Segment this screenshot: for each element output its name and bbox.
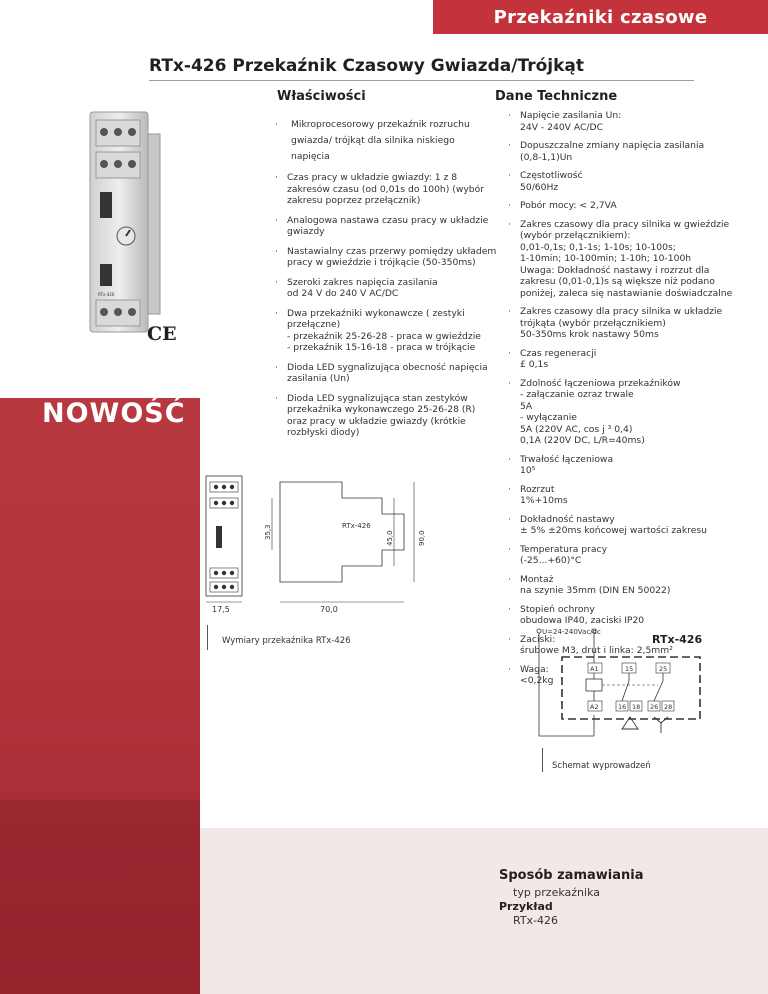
dim-front-width: 17,5 xyxy=(212,605,230,614)
new-badge: NOWOŚĆ xyxy=(42,398,186,429)
section-header-label: Przekaźniki czasowe xyxy=(493,6,708,28)
list-item: · Zakres czasowy dla pracy silnika w gwieździe (wybór przełącznikiem): 0,01-0,1s; 0,1-1s; 1-10s; 10-100s; 1-10min; 10-100min; 1-10h; 10-100h Uwaga: Dokładność nastawy i rozrzut dla zakresu (0,01-0,1)s są większe niż podano poniżej, zaleca się nastawianie doświadczalne xyxy=(508,218,733,299)
dim-h3: 90,0 xyxy=(418,530,426,546)
properties-heading: Właściwości xyxy=(277,89,366,104)
technical-heading: Dane Techniczne xyxy=(495,89,618,104)
caption-rule xyxy=(207,625,208,650)
section-header-bar xyxy=(433,0,768,34)
schematic-caption: Schemat wyprowadzeń xyxy=(552,761,651,771)
list-item: · Dioda LED sygnalizująca obecność napięcia zasilania (Un) xyxy=(275,361,488,384)
list-item: · Czas pracy w układzie gwiazdy: 1 z 8 zakresów czasu (od 0,01s do 100h) (wybór zakresu poprzez przełącznik) xyxy=(275,172,485,206)
technical-list xyxy=(508,110,743,687)
list-item: · Zakres czasowy dla pracy silnika w układzie trójkąta (wybór przełącznikiem) 50-350ms krok nastawy 50ms xyxy=(508,306,723,340)
dimensions-caption: Wymiary przekaźnika RTx-426 xyxy=(222,636,351,646)
list-item: · Napięcie zasilania Un: 24V - 240V AC/DC xyxy=(508,110,622,133)
schematic-supply: U=24-240Vac/dc xyxy=(542,628,601,636)
list-item: · Dwa przekaźniki wykonawcze ( zestyki przełączne) - przekaźnik 25-26-28 - praca w gwieździe - przekaźnik 15-16-18 - praca w trójkącie xyxy=(275,307,481,353)
list-item: · Dioda LED sygnalizująca stan zestyków przekaźnika wykonawczego 25-26-28 (R) oraz pracy w układzie gwiazdy (krótkie rozbłyski diody) xyxy=(275,392,476,438)
product-photo-label: RTx-426 xyxy=(98,292,115,297)
ordering-heading: Sposób zamawiania xyxy=(499,868,644,883)
terminal-label: 18 xyxy=(632,703,641,711)
schematic-title: RTx-426 xyxy=(652,633,703,646)
dim-h2: 45,0 xyxy=(386,530,394,546)
page-title: RTx-426 Przekaźnik Czasowy Gwiazda/Trójkąt xyxy=(149,56,585,76)
title-divider xyxy=(149,80,694,81)
list-item: · Analogowa nastawa czasu pracy w układzie gwiazdy xyxy=(275,214,489,237)
list-item: · Dokładność nastawy ± 5% ±20ms końcowej wartości zakresu xyxy=(508,513,707,536)
list-item: · Dopuszczalne zmiany napięcia zasilania (0,8-1,1)Un xyxy=(508,140,705,163)
list-item: · Trwałość łączeniowa 10⁵ xyxy=(508,453,614,476)
dimension-drawing xyxy=(192,470,452,620)
list-item: · Zaciski: śrubowe M3, drut i linka: 2,5mm² xyxy=(508,633,673,656)
wiring-schematic xyxy=(530,625,720,745)
terminal-label: A1 xyxy=(590,665,599,673)
list-item: · Rozrzut 1%+10ms xyxy=(508,483,568,506)
list-item: · Częstotliwość 50/60Hz xyxy=(508,170,583,193)
list-item: · Nastawialny czas przerwy pomiędzy układem pracy w gwieździe i trójkącie (50-350ms) xyxy=(275,245,497,268)
ordering-example-value: RTx-426 xyxy=(513,914,559,927)
list-item: · Szeroki zakres napięcia zasilania od 24 V do 240 V AC/DC xyxy=(275,276,438,299)
ordering-example-label: Przykład xyxy=(499,900,553,913)
dim-device-label: RTx-426 xyxy=(342,522,371,530)
terminal-label: 16 xyxy=(618,703,627,711)
terminal-label: 26 xyxy=(650,703,659,711)
terminal-label: 25 xyxy=(659,665,668,673)
list-item: · Zdolność łączeniowa przekaźników - załączanie ozraz trwale 5A - wyłączanie 5A (220V AC, cos j ³ 0,4) 0,1A (220V DC, L/R=40ms) xyxy=(508,377,681,446)
ce-mark: CE xyxy=(147,323,177,345)
product-photo xyxy=(86,104,166,340)
list-item: · Stopień ochrony obudowa IP40, zaciski IP20 xyxy=(508,603,645,626)
ordering-line: typ przekaźnika xyxy=(513,886,600,899)
list-item: · Waga: <0,2kg xyxy=(508,663,554,686)
list-item: · Czas regeneracji £ 0,1s xyxy=(508,347,597,370)
schematic-caption-rule xyxy=(542,748,543,772)
list-item: · Pobór mocy: < 2,7VA xyxy=(508,200,617,211)
dim-side-width: 70,0 xyxy=(320,605,338,614)
list-item: · Mikroprocesorowy przekaźnik rozruchu gwiazda/ trójkąt dla silnika niskiego napięcia xyxy=(275,119,470,162)
list-item: · Temperatura pracy (-25...+60)°C xyxy=(508,543,608,566)
terminal-label: 15 xyxy=(625,665,634,673)
left-band-shade xyxy=(0,800,200,994)
terminal-label: 28 xyxy=(664,703,673,711)
properties-list xyxy=(275,117,500,439)
bottom-band xyxy=(200,828,768,994)
list-item: · Montaż na szynie 35mm (DIN EN 50022) xyxy=(508,573,671,596)
dim-h1: 35,3 xyxy=(264,524,272,540)
terminal-label: A2 xyxy=(590,703,599,711)
